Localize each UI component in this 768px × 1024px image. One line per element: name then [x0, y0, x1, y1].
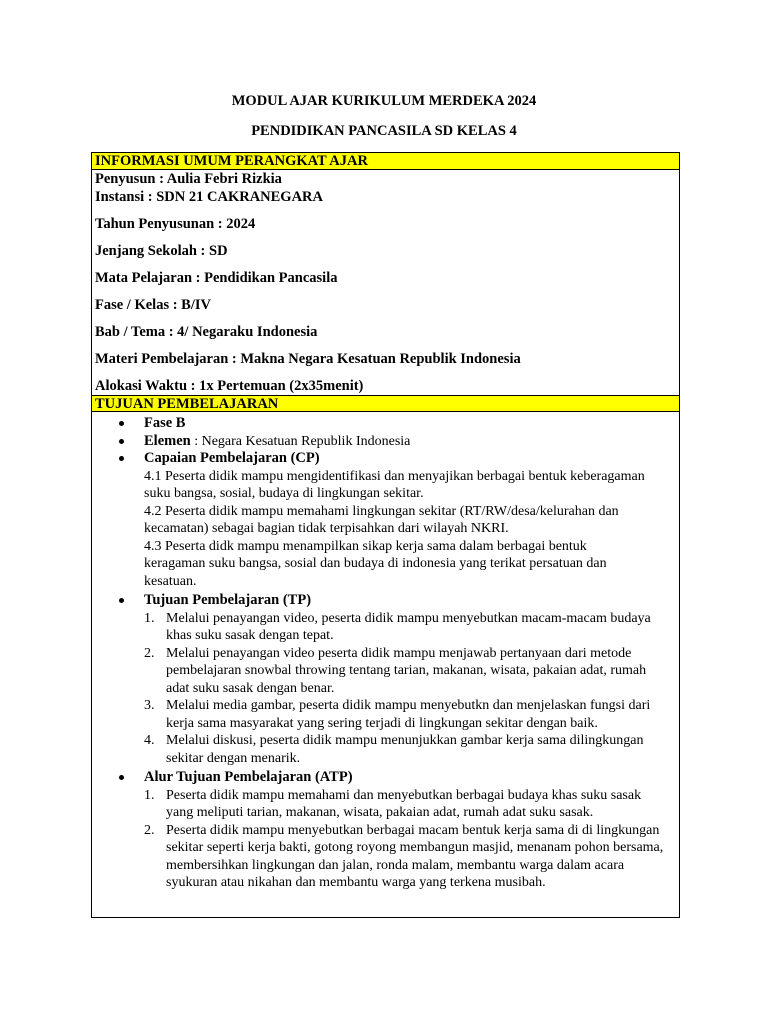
atp-label: Alur Tujuan Pembelajaran (ATP) [144, 769, 353, 785]
tp-item [92, 645, 679, 698]
elemen-label: Elemen [144, 432, 191, 449]
bullet-icon [119, 439, 124, 444]
info-heading: INFORMASI UMUM PERANGKAT AJAR [92, 153, 679, 170]
bullet-icon [119, 456, 124, 461]
cp-label: Capaian Pembelajaran (CP) [144, 450, 320, 466]
info-mapel: Mata Pelajaran : Pendidikan Pancasila [95, 270, 338, 286]
tujuan-section [92, 412, 679, 892]
document-title: MODUL AJAR KURIKULUM MERDEKA 2024 [231, 93, 537, 109]
module-table [91, 152, 680, 918]
cp-item: 4.1 Peserta didik mampu mengidentifikasi dan menyajikan berbagai bentuk keberagaman suku bangsa, sosial, budaya di lingkungan sekitar. [144, 468, 645, 501]
atp-item [92, 787, 679, 822]
tp-number: 3. [144, 698, 155, 713]
cp-item: 4.3 Peserta didk mampu menampilkan sikap kerja sama dalam berbagai bentuk keragaman suku bangsa, sosial dan budaya di indonesia yang terikat persatuan dan kesatuan. [144, 538, 607, 589]
fase-label: Fase B [144, 415, 186, 431]
tp-item [92, 610, 679, 645]
tp-number: 2. [144, 645, 155, 661]
info-penyusun: Penyusun : Aulia Febri Rizkia [95, 171, 282, 187]
bullet-tp [92, 592, 679, 610]
bullet-atp [92, 769, 679, 787]
bullet-icon [119, 775, 124, 780]
atp-item [92, 822, 679, 892]
elemen-value: : Negara Kesatuan Republik Indonesia [190, 433, 411, 449]
atp-number: 2. [144, 822, 155, 838]
tp-item [92, 732, 679, 767]
info-jenjang: Jenjang Sekolah : SD [95, 243, 228, 259]
tujuan-heading: TUJUAN PEMBELAJARAN [92, 395, 679, 412]
bullet-elemen [92, 433, 679, 451]
tp-label: Tujuan Pembelajaran (TP) [144, 592, 312, 608]
info-tahun: Tahun Penyusunan : 2024 [95, 216, 256, 232]
atp-number: 1. [144, 787, 155, 803]
info-fase: Fase / Kelas : B/IV [95, 297, 211, 313]
tp-text: Melalui diskusi, peserta didik mampu menunjukkan gambar kerja sama dilingkungan sekitar dengan menarik. [166, 733, 644, 766]
info-materi: Materi Pembelajaran : Makna Negara Kesatuan Republik Indonesia [95, 351, 521, 367]
tp-text: Melalui penayangan video, peserta didik mampu menyebutkan macam-macam budaya khas suku sasak dengan tepat. [166, 610, 651, 643]
bullet-icon [119, 421, 124, 426]
tp-number: 1. [144, 610, 155, 626]
tp-text: Melalui media gambar, peserta didik mampu menyebutkn dan menjelaskan fungsi dari kerja sama masyarakat yang sering terjadi di lingkungan sekitar dengan baik. [166, 698, 651, 731]
cp-item: 4.2 Peserta didik mampu memahami lingkungan sekitar (RT/RW/desa/kelurahan dan kecamatan) sebagai bagian tidak terpisahkan dari wilayah NKRI. [144, 503, 619, 536]
info-section [92, 170, 679, 395]
bullet-cp [92, 450, 679, 468]
atp-text: Peserta didik mampu memahami dan menyebutkan berbagai budaya khas suku sasak yang meliputi tarian, makanan, wisata, pakaian adat, rumah adat suku sasak. [166, 787, 642, 820]
tp-item [92, 697, 679, 732]
info-bab: Bab / Tema : 4/ Negaraku Indonesia [95, 324, 318, 340]
document-subtitle: PENDIDIKAN PANCASILA SD KELAS 4 [251, 123, 517, 139]
info-instansi: Instansi : SDN 21 CAKRANEGARA [95, 189, 323, 205]
bullet-icon [119, 598, 124, 603]
bullet-fase [92, 415, 679, 433]
info-alokasi: Alokasi Waktu : 1x Pertemuan (2x35menit) [95, 378, 364, 394]
atp-text: Peserta didik mampu menyebutkan berbagai macam bentuk kerja sama di di lingkungan sekitar seperti kerja bakti, gotong royong membangun masjid, menanam pohon bersama, membersihkan lingkungan dan jalan, ronda malam, membantu warga dalam acara syukuran atau nikahan dan membantu warga yang terkena musibah. [166, 822, 664, 890]
tp-text: Melalui penayangan video peserta didik mampu menjawab pertanyaan dari metode pembelajaran snowbal throwing tentang tarian, makanan, wisata, pakaian adat, rumah adat suku sasak dengan benar. [166, 645, 647, 696]
tp-number: 4. [144, 733, 155, 748]
